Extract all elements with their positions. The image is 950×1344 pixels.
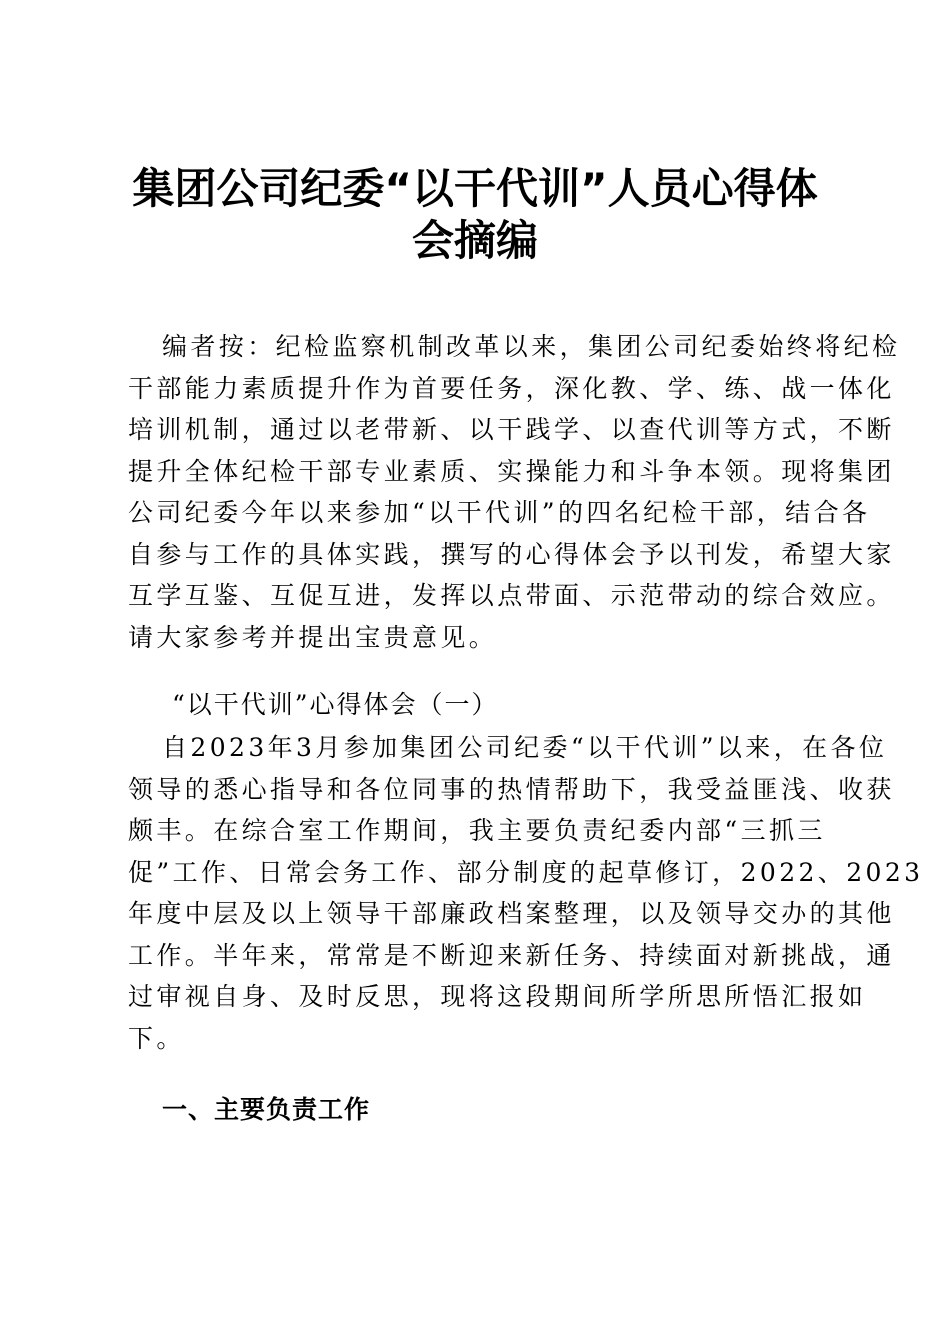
editor-note-line: 培训机制，通过以老带新、以干践学、以查代训等方式，不断 — [128, 415, 895, 444]
paragraph-line: 工作。半年来，常常是不断迎来新任务、持续面对新挑战，通 — [128, 940, 895, 970]
paragraph-1 — [128, 727, 924, 1059]
paragraph-line: 促”工作、日常会务工作、部分制度的起草修订，2022、2023 — [128, 857, 924, 887]
paragraph-line: 下。 — [128, 1023, 185, 1053]
paragraph-line: 年度中层及以上领导干部廉政档案整理，以及领导交办的其他 — [128, 899, 895, 928]
editor-note-line: 编者按：纪检监察机制改革以来，集团公司纪委始终将纪检 — [162, 332, 901, 361]
paragraph-line: 颇丰。在综合室工作期间，我主要负责纪委内部“三抓三 — [128, 816, 826, 845]
section-title: “以干代训”心得体会（一） — [172, 690, 499, 719]
editor-note-line: 提升全体纪检干部专业素质、实操能力和斗争本领。现将集团 — [128, 456, 895, 486]
section-heading: 一、主要负责工作 — [162, 1095, 371, 1124]
title-line-1: 集团公司纪委“以干代训”人员心得体 — [132, 164, 818, 213]
paragraph-line: 领导的悉心指导和各位同事的热情帮助下，我受益匪浅、收获 — [128, 774, 895, 804]
editor-note — [128, 326, 901, 658]
paragraph-line: 过审视自身、及时反思，现将这段期间所学所思所悟汇报如 — [128, 982, 867, 1011]
editor-note-line: 请大家参考并提出宝贵意见。 — [128, 622, 498, 652]
heading-block — [128, 1089, 828, 1131]
section-title-block — [128, 684, 828, 726]
title-line-2: 会摘编 — [411, 216, 538, 265]
editor-note-line: 干部能力素质提升作为首要任务，深化教、学、练、战一体化 — [128, 373, 895, 403]
editor-note-line: 公司纪委今年以来参加“以干代训”的四名纪检干部，结合各 — [128, 498, 871, 527]
document-title — [100, 163, 850, 267]
editor-note-line: 自参与工作的具体实践，撰写的心得体会予以刊发，希望大家 — [128, 539, 895, 569]
paragraph-line: 自2023年3月参加集团公司纪委“以干代训”以来，在各位 — [162, 733, 888, 762]
editor-note-line: 互学互鉴、互促互进，发挥以点带面、示范带动的综合效应。 — [128, 581, 895, 610]
